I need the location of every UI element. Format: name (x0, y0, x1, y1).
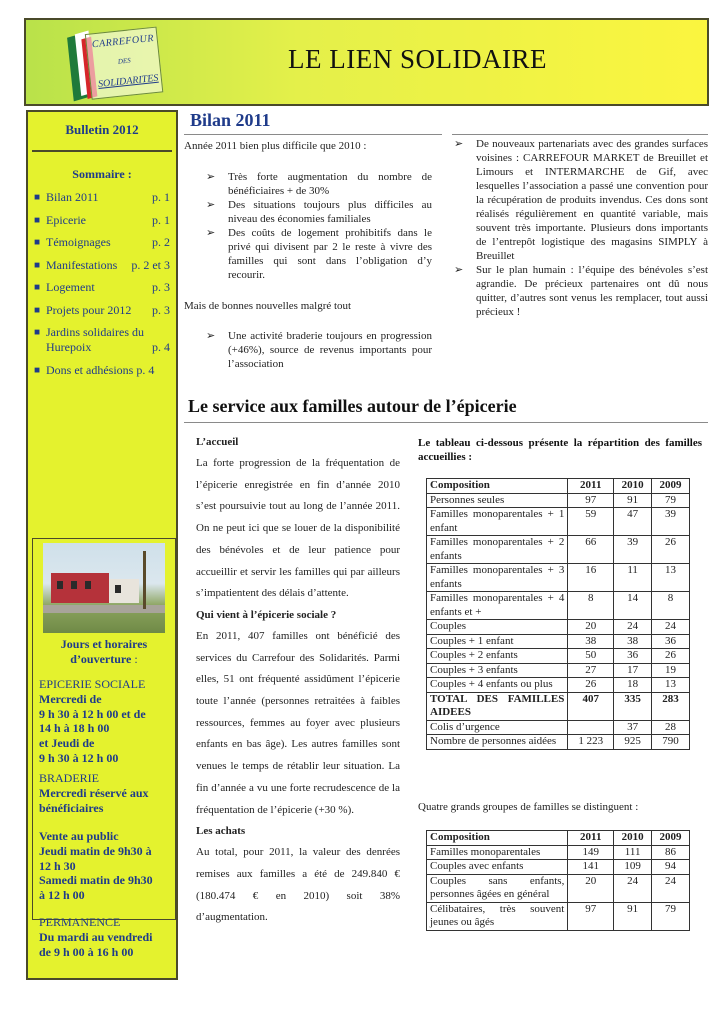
table-cell-value: 66 (568, 536, 614, 564)
list-item: ➢ De nouveaux partenariats avec des grandes surfaces voisines : CARREFOUR MARKET de Breuillet et Limours et INTERMARCHE de Gif, avec lesquelles l’association a passé une convention pour la récupération de produits invendus. Ces dons sont réalisés régulièrement en quantité variable, mais souvent très importante. Plusieurs dons importants de l’entrepôt logistique des magasins SIMPLY à Breuillet (454, 138, 708, 262)
square-bullet-icon: ■ (34, 237, 41, 248)
table-row (427, 860, 690, 875)
toc-page: p. 4 (152, 340, 170, 354)
bilan-partners-list (454, 137, 708, 319)
hours-title: Jours et horaires d’ouverture : (60, 637, 148, 666)
table-cell-value: 18 (614, 678, 652, 693)
bilan-good-news: Mais de bonnes nouvelles malgré tout (184, 300, 352, 312)
sidebar-divider (32, 150, 172, 152)
table-row (427, 564, 690, 592)
table-row (427, 874, 690, 902)
table-intro: Le tableau ci-dessous présente la répartition des familles accueillies : (418, 437, 702, 463)
toc-item[interactable] (34, 235, 172, 250)
achats-text: Au total, pour 2011, la valeur des denrées remises aux familles a été de 249.840 € (180.474 € en 2010) soit 38% d’augmentation. (196, 846, 400, 924)
table-cell-value: 149 (568, 845, 614, 860)
table-header-row: Composition 2011 2010 2009 (427, 831, 690, 846)
table-cell-value: 38 (568, 634, 614, 649)
table-cell-value: 13 (652, 678, 690, 693)
toc-item[interactable] (34, 213, 172, 228)
sommaire-title: Sommaire : (72, 167, 132, 181)
service-rule (184, 422, 708, 423)
epicerie-hours: EPICERIE SOCIALE Mercredi de 9 h 30 à 12 h 00 et de 14 h à 18 h 00 et Jeudi de 9 h 30 à 12 h 00 (39, 677, 146, 765)
square-bullet-icon: ■ (34, 304, 41, 316)
toc-item[interactable] (34, 325, 172, 355)
toc-page: p. 1 (152, 190, 170, 204)
arrow-bullet-icon: ➢ (206, 330, 216, 342)
square-bullet-icon: ■ (34, 214, 41, 226)
list-item: ➢ Sur le plan humain : l’équipe des bénévoles s’est agrandie. De précieux partenaires ont dû nous quitter, d’autres sont venus les remplacer, tout aussi précieux ! (454, 264, 708, 318)
toc-item[interactable] (34, 190, 172, 205)
square-bullet-icon: ■ (34, 259, 41, 271)
table-cell-label: Familles monoparentales + 2 enfants (427, 536, 568, 564)
table-cell-value: 36 (652, 634, 690, 649)
bilan-intro: Année 2011 bien plus difficile que 2010 : (184, 140, 367, 152)
toc-item[interactable] (34, 258, 172, 273)
table-cell-value: 38 (614, 634, 652, 649)
permanence-hours: PERMANENCE Du mardi au vendredi de 9 h 00 à 16 h 00 (39, 915, 153, 959)
logo-text-solidarites: SOLIDARITES (97, 72, 159, 90)
table-cell-value: 11 (614, 564, 652, 592)
hours-panel (32, 538, 176, 959)
toc-label: Témoignages (46, 235, 111, 249)
table-row (427, 720, 690, 735)
table-cell-value: 1 223 (568, 735, 614, 750)
table-cell-value: 407 (568, 692, 614, 720)
table-cell-value: 39 (652, 508, 690, 536)
table-cell-value: 27 (568, 663, 614, 678)
toc-label-cont: Hurepoix (46, 340, 92, 354)
table-cell-value: 36 (614, 649, 652, 664)
toc-label: Bilan 2011 (46, 190, 99, 204)
toc-label: Logement (46, 280, 95, 294)
table-cell-label: Couples + 2 enfants (427, 649, 568, 664)
table-cell-value: 97 (568, 493, 614, 508)
table-cell-value: 24 (652, 874, 690, 902)
table-cell-value: 39 (614, 536, 652, 564)
table-cell-value: 47 (614, 508, 652, 536)
table-cell-value: 59 (568, 508, 614, 536)
service-title: Le service aux familles autour de l’épicerie (188, 396, 517, 416)
toc-label: Manifestations (46, 257, 118, 272)
arrow-bullet-icon: ➢ (206, 227, 216, 239)
table-cell-value: 8 (652, 592, 690, 620)
braderie-hours: BRADERIE Mercredi réservé aux bénéficiaires (39, 771, 149, 815)
table-cell-value: 14 (614, 592, 652, 620)
logo-text-des: DES (117, 56, 132, 66)
bilan-difficulties-list (206, 170, 432, 282)
table-row (427, 649, 690, 664)
table-cell-label: Couples avec enfants (427, 860, 568, 875)
toc-page: p. 3 (152, 280, 170, 294)
table-cell-value (568, 720, 614, 735)
table-cell-label: Couples (427, 620, 568, 635)
page-title: LE LIEN SOLIDAIRE (288, 44, 547, 74)
table-cell-value: 19 (652, 663, 690, 678)
list-item: ➢ Très forte augmentation du nombre de bénéficiaires + de 30% (206, 171, 432, 197)
toc-page: p. 2 et 3 (131, 257, 170, 272)
table-row (427, 508, 690, 536)
table-cell-label: Nombre de personnes aidées (427, 735, 568, 750)
bilan-good-news-list (206, 329, 432, 371)
toc-page: p. 3 (152, 302, 170, 317)
table-cell-label: TOTAL DES FAMILLES AIDEES (427, 692, 568, 720)
table-cell-label: Colis d’urgence (427, 720, 568, 735)
table-of-contents (34, 190, 172, 385)
groups-intro: Quatre grands groupes de familles se distinguent : (418, 801, 639, 813)
groups-table (426, 830, 690, 931)
toc-label: Dons et adhésions (46, 362, 134, 377)
toc-page: p. 1 (152, 212, 170, 227)
table-row (427, 845, 690, 860)
table-cell-value: 24 (652, 620, 690, 635)
table-cell-label: Couples + 1 enfant (427, 634, 568, 649)
table-row (427, 592, 690, 620)
table-cell-value: 79 (652, 493, 690, 508)
table-cell-value: 97 (568, 902, 614, 930)
toc-label: Epicerie (46, 212, 86, 227)
toc-page: p. 2 (152, 235, 170, 249)
table-cell-value: 37 (614, 720, 652, 735)
square-bullet-icon: ■ (34, 282, 41, 293)
table-cell-value: 17 (614, 663, 652, 678)
table-row (427, 634, 690, 649)
arrow-bullet-icon: ➢ (206, 199, 216, 211)
table-cell-value: 26 (652, 649, 690, 664)
list-item: ➢ Des coûts de logement prohibitifs dans le privé qui divisent par 2 le reste à vivre des familles qui sont dans l’obligation d’y recourir. (206, 227, 432, 281)
table-cell-value: 26 (568, 678, 614, 693)
table-cell-label: Familles monoparentales + 4 enfants et + (427, 592, 568, 620)
table-row (427, 735, 690, 750)
table-cell-value: 91 (614, 902, 652, 930)
square-bullet-icon: ■ (34, 192, 41, 203)
table-cell-value: 925 (614, 735, 652, 750)
table-cell-value: 28 (652, 720, 690, 735)
table-cell-label: Familles monoparentales (427, 845, 568, 860)
epicerie-building-photo (43, 543, 165, 633)
table-cell-label: Familles monoparentales + 1 enfant (427, 508, 568, 536)
table-cell-label: Couples sans enfants, personnes âgées en général (427, 874, 568, 902)
table-cell-label: Couples + 4 enfants ou plus (427, 678, 568, 693)
table-cell-value: 79 (652, 902, 690, 930)
toc-item[interactable] (34, 363, 172, 378)
list-item: ➢ Des situations toujours plus difficiles au niveau des économies familiales (206, 199, 432, 225)
table-cell-label: Couples + 3 enfants (427, 663, 568, 678)
table-cell-label: Familles monoparentales + 3 enfants (427, 564, 568, 592)
table-cell-label: Personnes seules (427, 493, 568, 508)
arrow-bullet-icon: ➢ (454, 264, 464, 276)
table-cell-label: Célibataires, très souvent jeunes ou âgés (427, 902, 568, 930)
table-header-row: Composition 2011 2010 2009 (427, 479, 690, 494)
qui-vient-title: Qui vient à l’épicerie sociale ? (196, 608, 337, 621)
bilan-rule-right (452, 134, 708, 135)
toc-page: p. 4 (136, 362, 155, 377)
table-cell-value: 335 (614, 692, 652, 720)
table-cell-value: 24 (614, 620, 652, 635)
sidebar (26, 110, 178, 980)
table-cell-value: 50 (568, 649, 614, 664)
toc-item[interactable] (34, 280, 172, 295)
header-banner (24, 18, 709, 106)
table-cell-value: 86 (652, 845, 690, 860)
bilan-rule-left (184, 134, 442, 135)
table-row (427, 493, 690, 508)
table-cell-value: 24 (614, 874, 652, 902)
accueil-title: L’accueil (196, 436, 239, 448)
table-row (427, 536, 690, 564)
service-left-column (196, 432, 400, 929)
toc-label: Projets pour 2012 (46, 302, 132, 317)
square-bullet-icon: ■ (34, 364, 41, 376)
arrow-bullet-icon: ➢ (454, 138, 464, 150)
bulletin-label: Bulletin 2012 (65, 122, 139, 137)
table-cell-value: 26 (652, 536, 690, 564)
carrefour-solidarites-logo (66, 20, 165, 105)
table-cell-value: 111 (614, 845, 652, 860)
table-cell-value: 91 (614, 493, 652, 508)
table-cell-value: 94 (652, 860, 690, 875)
qui-vient-text: En 2011, 407 familles ont bénéficié des services du Carrefour des Solidarités. Parmi elles, 51 ont fréquenté assidûment l’épicerie toute l’année (personnes retraitées à faibles ressources, femmes au foyer avec plusieurs enfants en bas âge). Les autres familles sont venues le temps de rétablir leur situation. La fin d’année a vu une forte recrudescence de la fréquentation de l’épicerie (+30 %). (196, 629, 400, 816)
table-cell-value: 20 (568, 620, 614, 635)
list-item: ➢ Une activité braderie toujours en progression (+46%), source de revenus importants pour l’association (206, 330, 432, 370)
table-cell-value: 790 (652, 735, 690, 750)
bilan-title: Bilan 2011 (190, 110, 271, 130)
toc-item[interactable] (34, 303, 172, 318)
achats-title: Les achats (196, 825, 246, 838)
table-row (427, 692, 690, 720)
toc-label: Jardins solidaires du (46, 325, 144, 339)
families-table (426, 478, 690, 750)
table-cell-value: 16 (568, 564, 614, 592)
square-bullet-icon: ■ (34, 327, 41, 338)
table-cell-value: 13 (652, 564, 690, 592)
logo-text-carrefour: CARREFOUR (91, 32, 155, 51)
table-cell-value: 283 (652, 692, 690, 720)
table-cell-value: 8 (568, 592, 614, 620)
table-row (427, 620, 690, 635)
table-cell-value: 141 (568, 860, 614, 875)
table-row (427, 902, 690, 930)
table-cell-value: 109 (614, 860, 652, 875)
table-cell-value: 20 (568, 874, 614, 902)
table-row (427, 678, 690, 693)
arrow-bullet-icon: ➢ (206, 171, 216, 183)
accueil-text: La forte progression de la fréquentation de l’épicerie enregistrée en fin d’année 2010 s’est poursuivie tout au long de l’année 2011. On ne peut ici que se louer de la disponibilité des bénévoles et de leur patience pour accueillir et servir les familles qui par ailleurs s’impatientent des délais d’attente. (196, 457, 400, 600)
vente-public-hours: Vente au public Jeudi matin de 9h30 à 12 h 30 Samedi matin de 9h30 à 12 h 00 (39, 829, 153, 903)
table-row (427, 663, 690, 678)
